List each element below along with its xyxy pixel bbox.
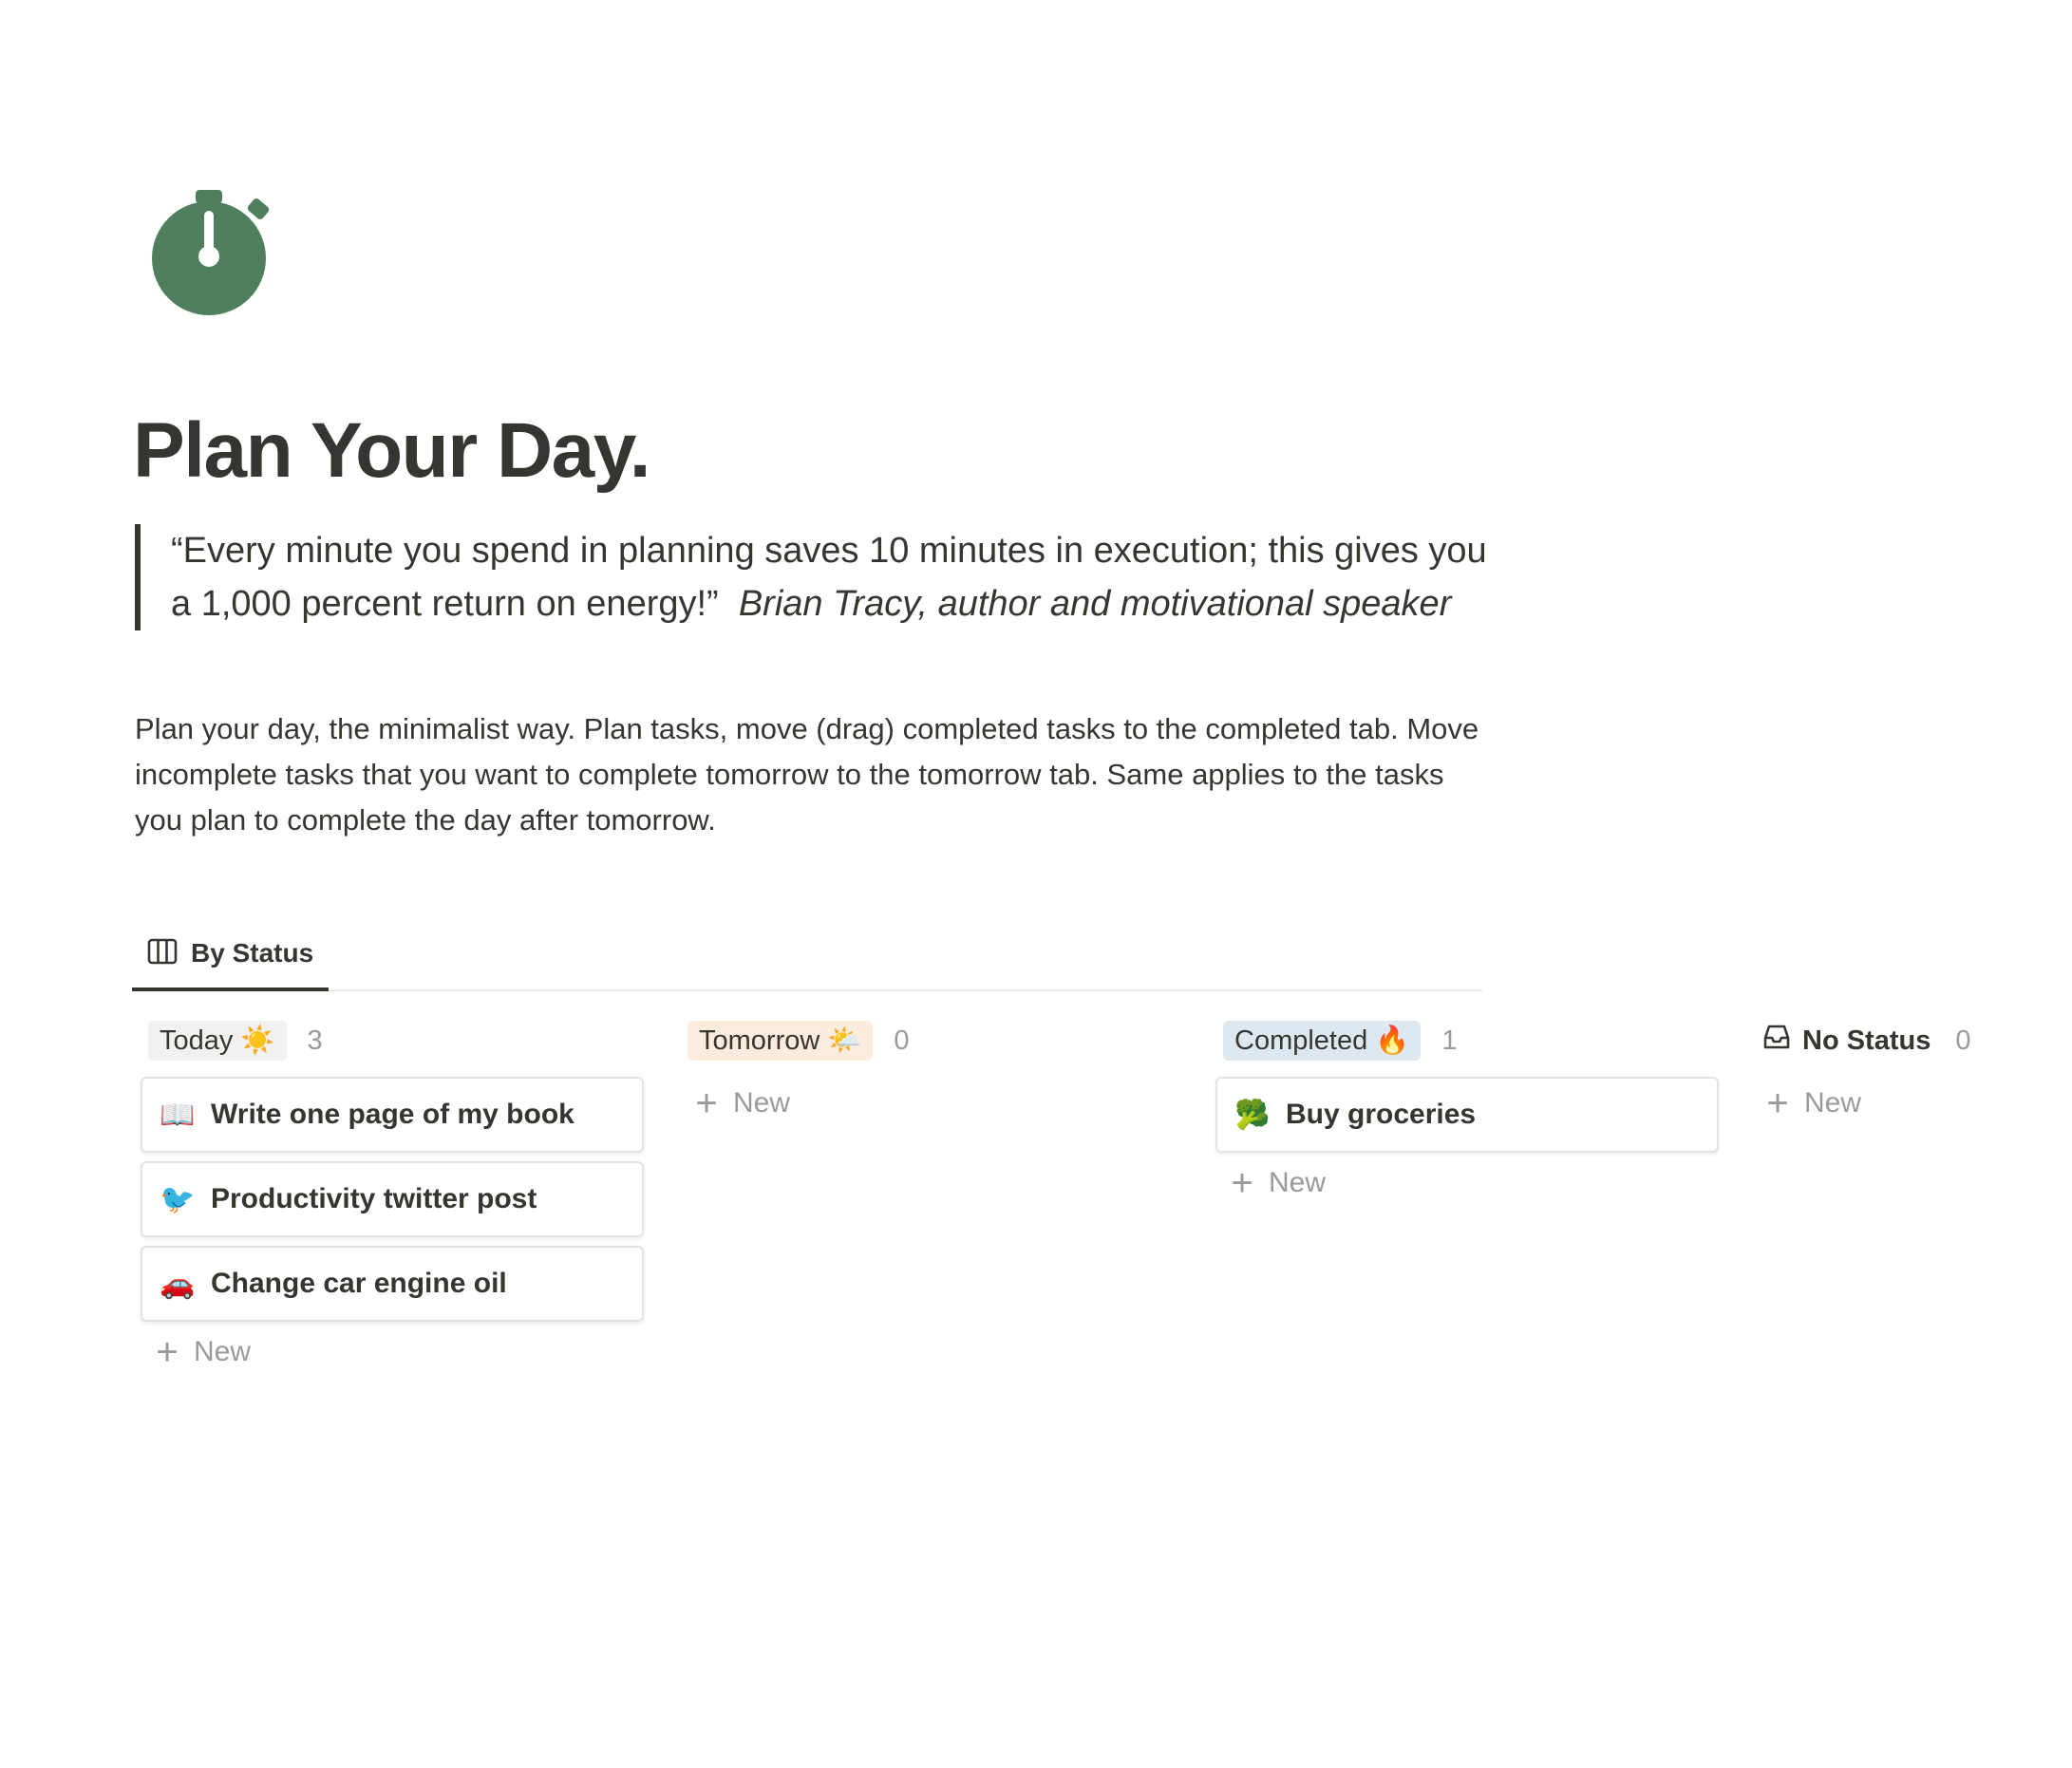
- column-header: [680, 1016, 1183, 1065]
- board-columns-icon: [147, 938, 178, 969]
- inbox-icon: [1762, 1023, 1791, 1059]
- car-icon: 🚗: [160, 1268, 196, 1300]
- status-pill-today[interactable]: Today ☀️: [148, 1021, 287, 1061]
- page-title: Plan Your Day.: [133, 407, 650, 494]
- quote-author: Brian Tracy, author and motivational speaker: [738, 584, 1452, 624]
- plus-icon: +: [1766, 1082, 1789, 1124]
- status-label-no-status[interactable]: No Status: [1759, 1021, 1934, 1061]
- book-icon: 📖: [160, 1099, 196, 1131]
- tab-label: By Status: [191, 938, 314, 968]
- sun-behind-cloud-icon: 🌤️: [827, 1025, 862, 1056]
- plus-icon: +: [695, 1082, 718, 1124]
- task-card[interactable]: [1215, 1077, 1719, 1153]
- column-count: 3: [307, 1025, 323, 1056]
- task-title: Write one page of my book: [211, 1099, 575, 1130]
- task-card[interactable]: [141, 1246, 644, 1322]
- new-card-button[interactable]: + New: [141, 1322, 644, 1382]
- view-tab-bar: [132, 919, 1482, 991]
- sun-icon: ☀️: [240, 1025, 275, 1056]
- task-title: Productivity twitter post: [211, 1183, 537, 1214]
- column-header: [1215, 1016, 1719, 1065]
- status-pill-completed[interactable]: Completed 🔥: [1223, 1021, 1421, 1061]
- page-description: Plan your day, the minimalist way. Plan tasks, move (drag) completed tasks to the completed tab. Move incomplete tasks that you want to complete tomorrow to the tomorrow tab. Same applies to the tasks you plan to complete the day after tomorrow.: [135, 712, 1479, 837]
- tab-by-status[interactable]: [132, 919, 329, 991]
- new-card-button[interactable]: + New: [680, 1073, 1183, 1134]
- broccoli-icon: 🥦: [1234, 1099, 1271, 1131]
- plus-icon: +: [1231, 1162, 1253, 1204]
- task-card[interactable]: [141, 1077, 644, 1153]
- status-pill-tomorrow[interactable]: Tomorrow 🌤️: [688, 1021, 873, 1061]
- board-column-tomorrow: [680, 1016, 1183, 1134]
- plus-icon: +: [156, 1331, 179, 1373]
- quote-text: “Every minute you spend in planning saves 10 minutes in execution; this gives you a 1,000 percent return on energy!”: [171, 531, 1487, 624]
- column-count: 1: [1441, 1025, 1458, 1056]
- column-header: [141, 1016, 644, 1065]
- stopwatch-icon[interactable]: [150, 186, 273, 317]
- task-title: Change car engine oil: [211, 1268, 507, 1299]
- board-column-today: [141, 1016, 644, 1382]
- column-header: [1751, 1016, 2036, 1065]
- quote-block: [135, 524, 1500, 630]
- fire-icon: 🔥: [1375, 1025, 1410, 1056]
- new-card-button[interactable]: + New: [1215, 1153, 1719, 1213]
- new-card-button[interactable]: + New: [1751, 1073, 2036, 1134]
- column-count: 0: [1955, 1025, 1971, 1056]
- bird-icon: 🐦: [160, 1183, 196, 1215]
- board-column-completed: [1215, 1016, 1719, 1213]
- board-column-no-status: [1751, 1016, 2036, 1134]
- column-count: 0: [894, 1025, 910, 1056]
- task-card[interactable]: [141, 1161, 644, 1237]
- task-title: Buy groceries: [1286, 1099, 1477, 1130]
